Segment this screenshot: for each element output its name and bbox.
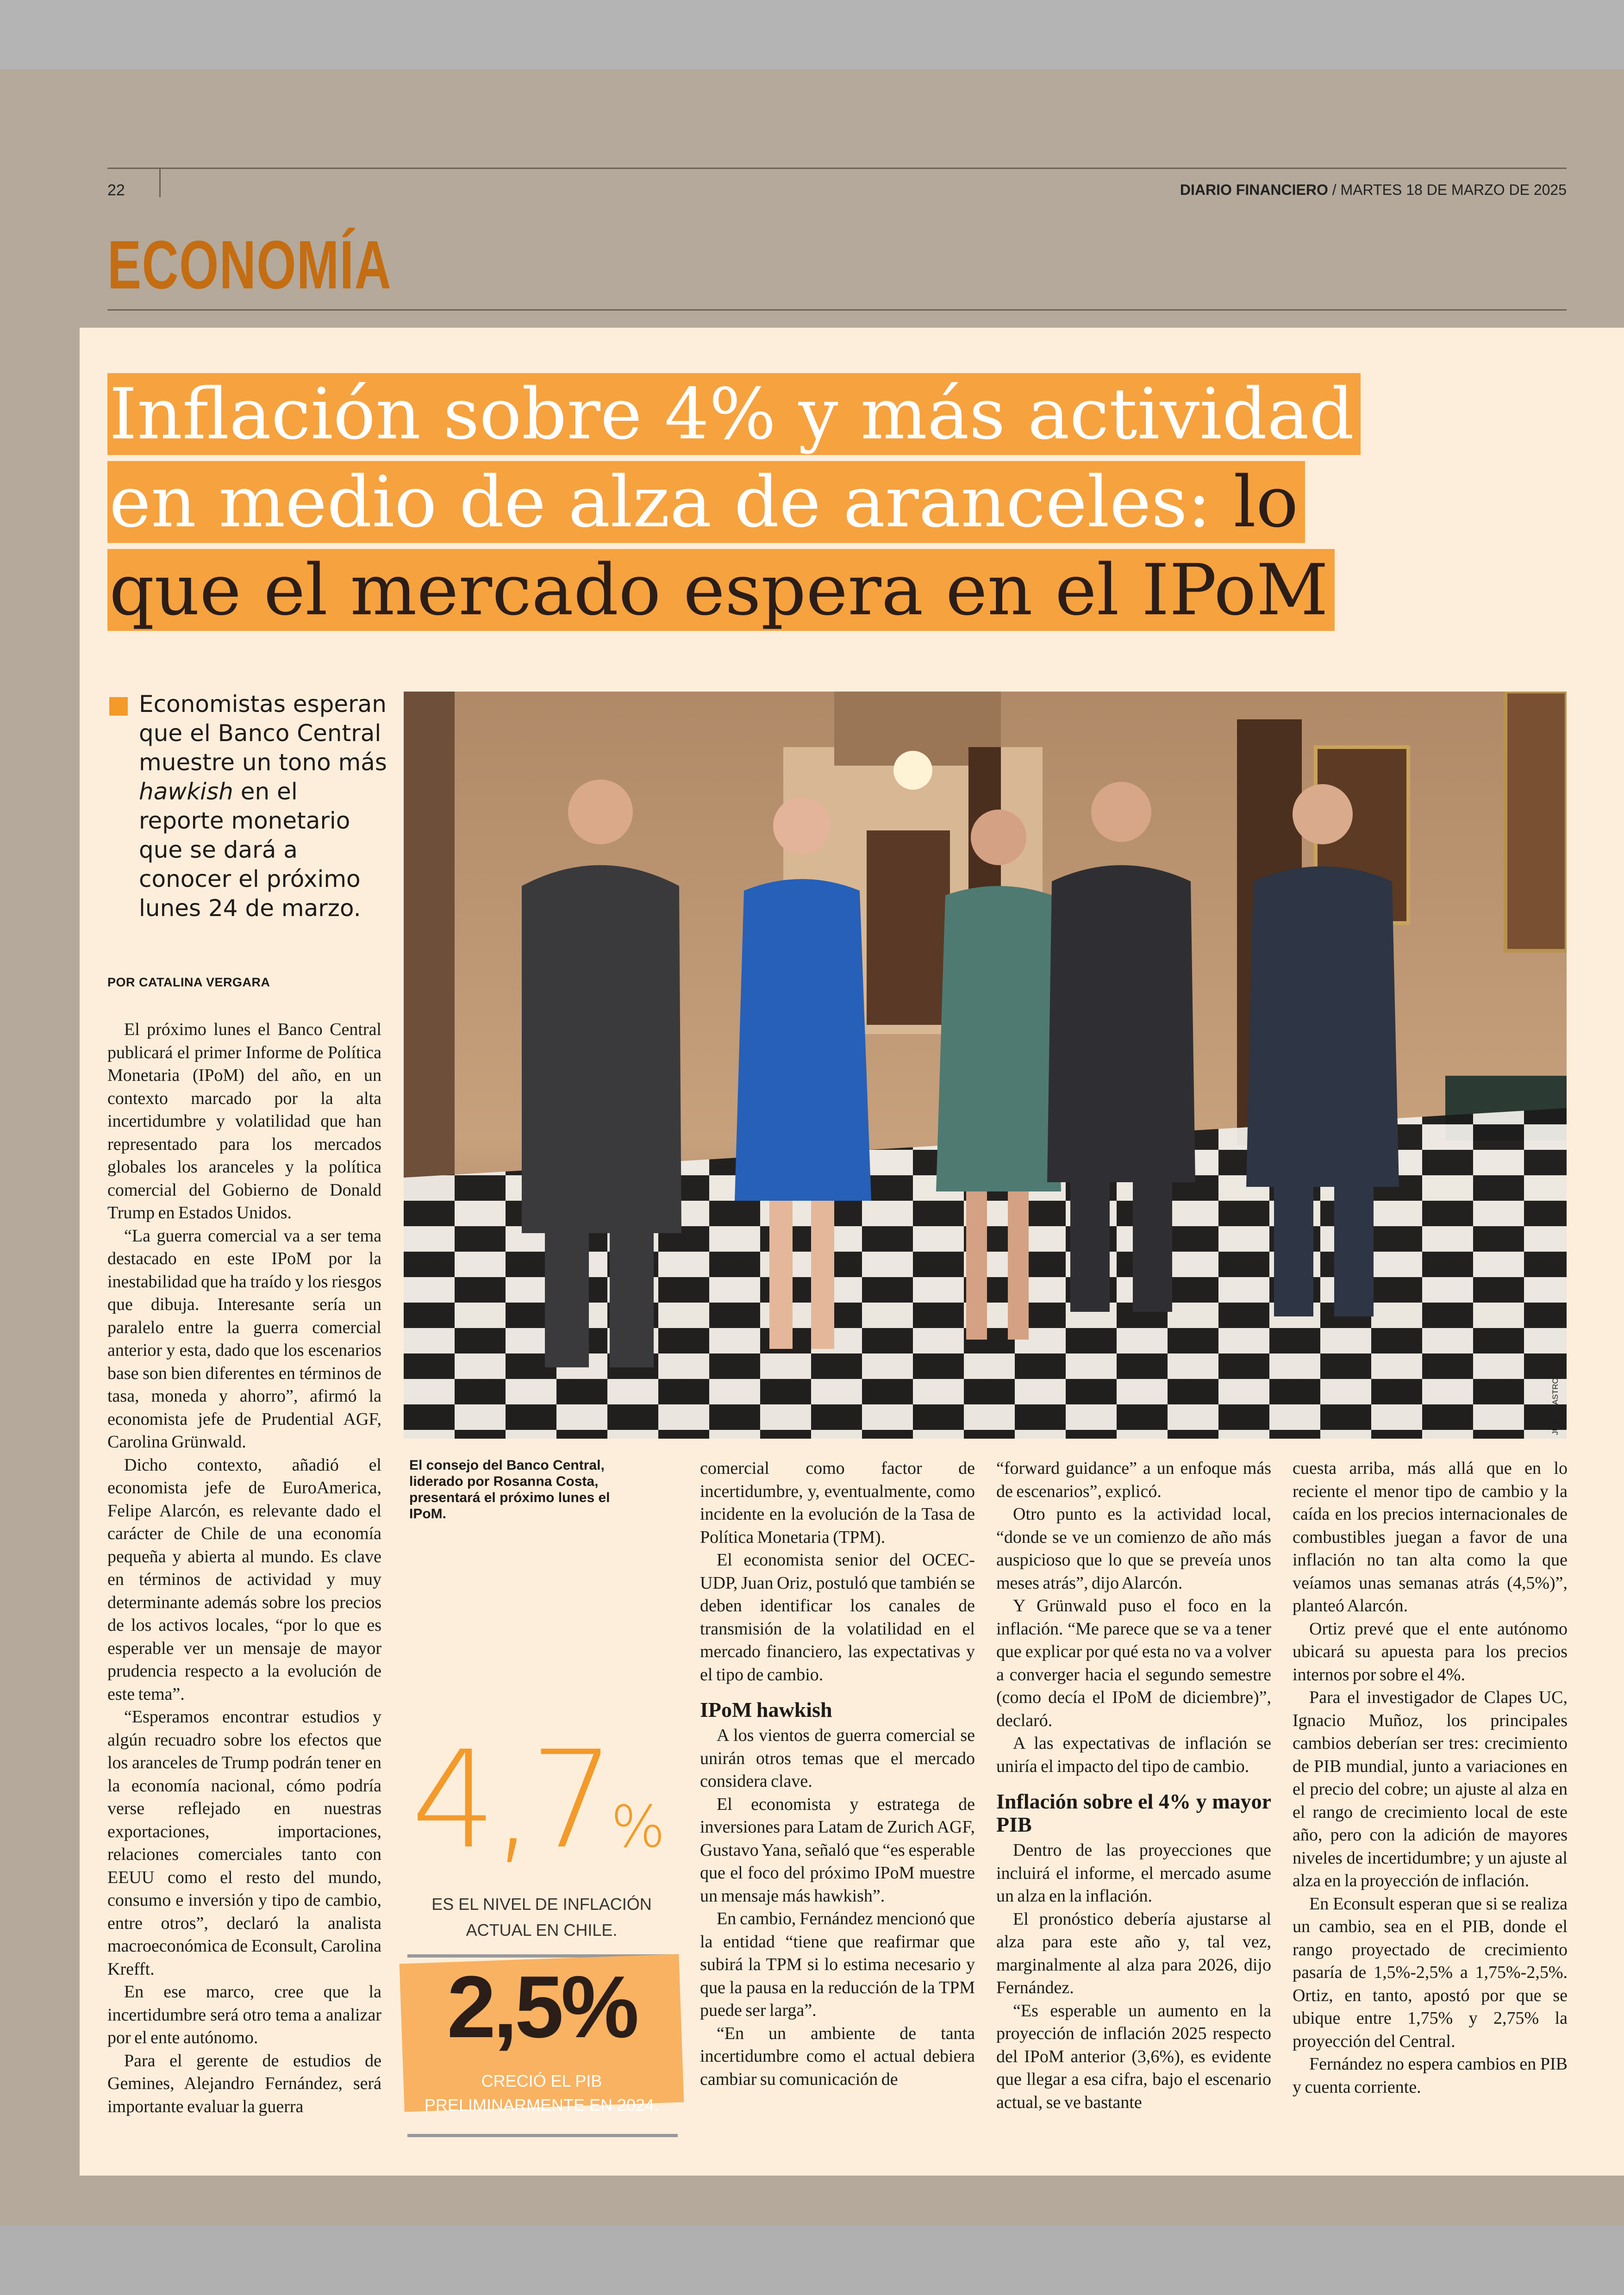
paragraph: Dentro de las proyecciones que incluirá el informe, el mercado asume un alza en la inflación.	[996, 1840, 1271, 1906]
paragraph: Para el gerente de estudios de Gemines, Alejandro Fernández, será importante evaluar la guerra	[107, 2051, 381, 2116]
subheading: Inflación sobre el 4% y mayor PIB	[996, 1790, 1271, 1836]
paragraph: cuesta arriba, más allá que en lo reciente el menor tipo de cambio y la caída en los precios internacionales de combustibles juegan a favor de una inflación no tan alta como la que veíamos unas semanas atrás (4,5%)”, planteó Alarcón.	[1293, 1459, 1568, 1615]
gdp-stat-value: 2,5%	[447, 1958, 637, 2056]
photo-credit: JULIO CASTRO	[1551, 1378, 1560, 1435]
viewer-bottom-band	[0, 2226, 1624, 2295]
paragraph: El pronóstico debería ajustarse al alza para este año y, tal vez, marginalmente al alza para 2026, dijo Fernández.	[996, 1909, 1271, 1997]
page-number: 22	[107, 181, 125, 199]
paragraph: A los vientos de guerra comercial se unirán otros temas que el mercado considera clave.	[700, 1726, 975, 1791]
paragraph: comercial como factor de incertidumbre, y, eventualmente, como incidente en la evolución de la Tasa de Política Monetaria (TPM).	[700, 1459, 975, 1547]
body-column-2	[700, 1457, 975, 2091]
paragraph: El próximo lunes el Banco Central publicará el primer Informe de Política Monetaria (IPoM) del año, en un contexto marcado por la alta incertidumbre y volatilidad que han representado para los mercados globales los aranceles y la política comercial del Gobierno de Donald Trump en Estados Unidos.	[107, 1020, 381, 1222]
photo-illustration	[404, 692, 1567, 1439]
article-photo	[404, 692, 1567, 1439]
stat-divider	[407, 2134, 678, 2137]
paragraph: El economista senior del OCEC-UDP, Juan Oriz, postuló que también se deben identificar los canales de transmisión de la volatilidad en el mercado financiero, las expectativas y el tipo de cambio.	[700, 1550, 975, 1684]
paragraph: En ese marco, cree que la incertidumbre será otro tema a analizar por el ente autónomo.	[107, 1982, 381, 2047]
paragraph: Ortiz prevé que el ente autónomo ubicará su apuesta para los precios internos por sobre el 4%.	[1293, 1619, 1568, 1684]
paragraph: “En un ambiente de tanta incertidumbre como el actual debiera cambiar su comunicación de	[700, 2023, 975, 2089]
folio-rule	[107, 168, 1567, 169]
paragraph: Dicho contexto, añadió el economista jefe de EuroAmerica, Felipe Alarcón, es relevante dado el carácter de Chile de una economía pequeña y abierta al mundo. Es clave en términos de actividad y muy determinante además sobre los precios de los activos locales, “por lo que es esperable ver un mensaje de mayor prudencia respecto a la evolución de este tema”.	[107, 1455, 381, 1704]
body-column-4	[1293, 1457, 1568, 2099]
lead-text-1: Economistas esperan que el Banco Central muestre un tono más	[139, 691, 387, 776]
lead-paragraph	[139, 690, 389, 923]
gdp-stat-label: CRECIÓ EL PIB PRELIMINARMENTE EN 2024.	[424, 2071, 659, 2114]
paragraph: Y Grünwald puso el foco en la inflación. “Me parece que se va a tener que explicar por qué esta no va a volver a converger hacia el segundo semestre (como decía el IPoM de diciembre)”, declaró.	[996, 1596, 1271, 1730]
body-column-3	[996, 1457, 1271, 2114]
byline: POR CATALINA VERGARA	[107, 975, 270, 989]
paragraph: El economista y estratega de inversiones para Latam de Zurich AGF, Gustavo Yana, señaló que “es esperable que el foco del próximo IPoM muestre un mensaje más hawkish”.	[700, 1794, 975, 1906]
paragraph: “La guerra comercial va a ser tema destacado en este IPoM por la inestabilidad que ha traído y los riesgos que dibuja. Interesante sería un paralelo entre la guerra comercial anterior y esta, dado que los escenarios base son bien diferentes en términos de tasa, moneda y ahorro”, afirmó la economista jefe de Prudential AGF, Carolina Grünwald.	[107, 1226, 381, 1452]
paragraph: “Esperamos encontrar estudios y algún recuadro sobre los efectos que los aranceles de Trump podrán tener en la economía nacional, cómo podría verse reflejado en nuestras exportaciones, importaciones, relaciones comerciales tanto con EEUU como el resto del mundo, consumo e inversión y tipo de cambio, entre otros”, declaró la analista macroeconómica de Econsult, Carolina Krefft.	[107, 1707, 381, 1979]
lead-emphasis: hawkish	[139, 778, 233, 805]
paragraph: “forward guidance” a un enfoque más de escenarios”, explicó.	[996, 1459, 1271, 1501]
paragraph: Otro punto es la actividad local, “donde se ve un comienzo de año más auspicioso que lo que se preveía unos meses atrás”, dijo Alarcón.	[996, 1504, 1271, 1593]
paragraph: “Es esperable un aumento en la proyección de inflación 2025 respecto del IPoM anterior (3,6%), es evidente que llegar a esa cifra, bajo el escenario actual, se ve bastante	[996, 2001, 1271, 2112]
body-column-1	[107, 1018, 381, 2118]
paragraph: En Econsult esperan que si se realiza un cambio, sea en el PIB, donde el rango proyectado de crecimiento pasaría de 1,5%-2,5% a 1,75%-2,5%. Ortiz, en tanto, apostó por que se ubique entre 1,75% y 2,75% la proyección del Central.	[1293, 1894, 1568, 2051]
lead-text-2: en el reporte monetario que se dará a conocer el próximo lunes 24 de marzo.	[139, 778, 361, 922]
headline-part-1: Inflación sobre 4% y más actividad en medio de alza de aranceles:	[109, 373, 1355, 543]
paragraph: Fernández no espera cambios en PIB y cuenta corriente.	[1293, 2054, 1568, 2097]
subheading: IPoM hawkish	[700, 1698, 832, 1721]
inflation-stat-value: 4,7	[411, 1722, 611, 1878]
lead-bullet-icon	[109, 697, 128, 716]
publication-name: DIARIO FINANCIERO	[1180, 181, 1328, 198]
viewer-top-band	[0, 0, 1624, 69]
section-title: ECONOMÍA	[107, 227, 392, 303]
inflation-stat-label: ES EL NIVEL DE INFLACIÓN ACTUAL EN CHILE.	[431, 1895, 652, 1940]
paragraph: Para el investigador de Clapes UC, Ignacio Muñoz, los principales cambios deberían ser tres: crecimiento de PIB mundial, junto a variaciones en el precio del cobre; un ajuste al alza en el rango de crecimiento local de este año, pero con la adición de mayores niveles de incertidumbre; y un ajuste al alza en la proyección de inflación.	[1293, 1688, 1568, 1890]
paragraph: En cambio, Fernández mencionó que la entidad “tiene que reafirmar que subirá la TPM si lo estima necesario y que la pausa en la reducción de la TPM puede ser larga”.	[700, 1909, 975, 2020]
headline	[107, 370, 1380, 634]
section-rule	[107, 309, 1567, 311]
inflation-stat-unit: %	[611, 1794, 666, 1860]
inflation-stat	[411, 1722, 680, 1878]
publication-date: / MARTES 18 DE MARZO DE 2025	[1328, 181, 1567, 198]
headline-part-2: lo que el mercado espera en el IPoM	[109, 461, 1329, 631]
photo-caption: El consejo del Banco Central, liderado por Rosanna Costa, presentará el próximo lunes el IPoM.	[409, 1458, 610, 1522]
paragraph: A las expectativas de inflación se uniría el impacto del tipo de cambio.	[996, 1734, 1271, 1776]
masthead	[1180, 181, 1567, 199]
folio-divider	[159, 168, 161, 197]
